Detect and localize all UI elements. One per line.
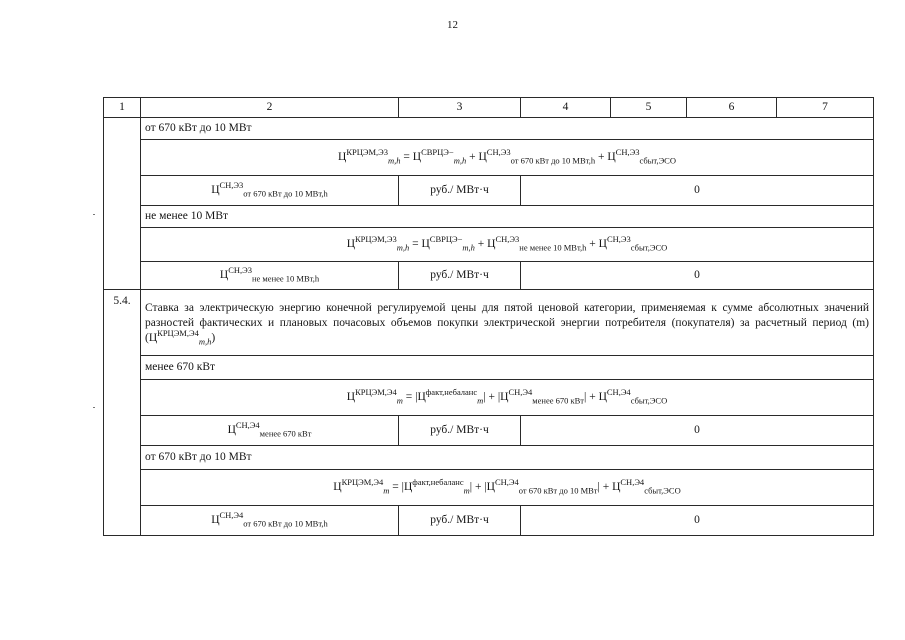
- page-number: 12: [447, 19, 458, 31]
- table-row: [104, 356, 874, 380]
- table-row: [104, 176, 874, 206]
- section-description: Ставка за электрическую энергию конечной регулируемой цены для пятой ценовой категории, применяемая к сумме абсолютных значений разностей фактических и плановых почасовых объемов покупки электрической энергии потребителя (покупателя) за расчетный период (m) $(Ц^{КРЦЭМ,Э4}_{m,h})$: [141, 290, 874, 356]
- number-cell-empty: [104, 118, 141, 290]
- table-row: [104, 290, 874, 356]
- header-cell: 3: [399, 98, 521, 118]
- rate-symbol: $Ц^{СН,Э3}_{не менее 10 МВт,h}$: [141, 262, 399, 290]
- formula-e3-high: $Ц^{КРЦЭМ,Э3}_{m,h} = Ц^{СВРЦЭ-}_{m,h} + Ц^{СН,Э3}_{не менее 10 МВт,h} + Ц^{СН,Э3}_{сбыт,ЭСО}$: [141, 228, 874, 262]
- formula-e4-low: $Ц^{КРЦЭМ,Э4}_m = |Ц^{факт,небаланс}_m| + |Ц^{СН,Э4}_{менее 670 кВт}| + Ц^{СН,Э4}_{сбыт,ЭСО}$: [141, 380, 874, 416]
- category-label: от 670 кВт до 10 МВт: [141, 118, 874, 140]
- unit-cell: руб./ МВт·ч: [399, 176, 521, 206]
- table-row: [104, 140, 874, 176]
- header-cell: 7: [777, 98, 874, 118]
- value-cell: 0: [521, 176, 874, 206]
- unit-cell: руб./ МВт·ч: [399, 262, 521, 290]
- category-label: менее 670 кВт: [141, 356, 874, 380]
- category-label: от 670 кВт до 10 МВт: [141, 446, 874, 470]
- value-cell: 0: [521, 506, 874, 536]
- tariff-table: [103, 97, 874, 536]
- header-cell: 5: [611, 98, 687, 118]
- rate-symbol: $Ц^{СН,Э4}_{от 670 кВт до 10 МВт,h}$: [141, 506, 399, 536]
- unit-cell: руб./ МВт·ч: [399, 416, 521, 446]
- unit-cell: руб./ МВт·ч: [399, 506, 521, 536]
- header-cell: 4: [521, 98, 611, 118]
- table-row: [104, 228, 874, 262]
- header-cell: 6: [687, 98, 777, 118]
- table-row: [104, 118, 874, 140]
- table-row: [104, 416, 874, 446]
- header-cell: 1: [104, 98, 141, 118]
- category-label: не менее 10 МВт: [141, 206, 874, 228]
- scan-artifact: [93, 214, 95, 215]
- header-cell: 2: [141, 98, 399, 118]
- rate-symbol: $Ц^{СН,Э4}_{менее 670 кВт}$: [141, 416, 399, 446]
- table-row: [104, 446, 874, 470]
- table-row: [104, 506, 874, 536]
- section-number: 5.4.: [104, 290, 141, 536]
- scan-artifact: [93, 407, 95, 408]
- table-row: [104, 380, 874, 416]
- table-row: [104, 470, 874, 506]
- formula-e3-mid: $Ц^{КРЦЭМ,Э3}_{m,h} = Ц^{СВРЦЭ-}_{m,h} + Ц^{СН,Э3}_{от 670 кВт до 10 МВт,h} + Ц^{СН,Э3}_{сбыт,ЭСО}$: [141, 140, 874, 176]
- table-row: [104, 262, 874, 290]
- table-header-row: [104, 98, 874, 118]
- formula-e4-mid: $Ц^{КРЦЭМ,Э4}_m = |Ц^{факт,небаланс}_m| + |Ц^{СН,Э4}_{от 670 кВт до 10 МВт}| + Ц^{СН,Э4}_{сбыт,ЭСО}$: [141, 470, 874, 506]
- rate-symbol: $Ц^{СН,Э3}_{от 670 кВт до 10 МВт,h}$: [141, 176, 399, 206]
- value-cell: 0: [521, 416, 874, 446]
- table-row: [104, 206, 874, 228]
- value-cell: 0: [521, 262, 874, 290]
